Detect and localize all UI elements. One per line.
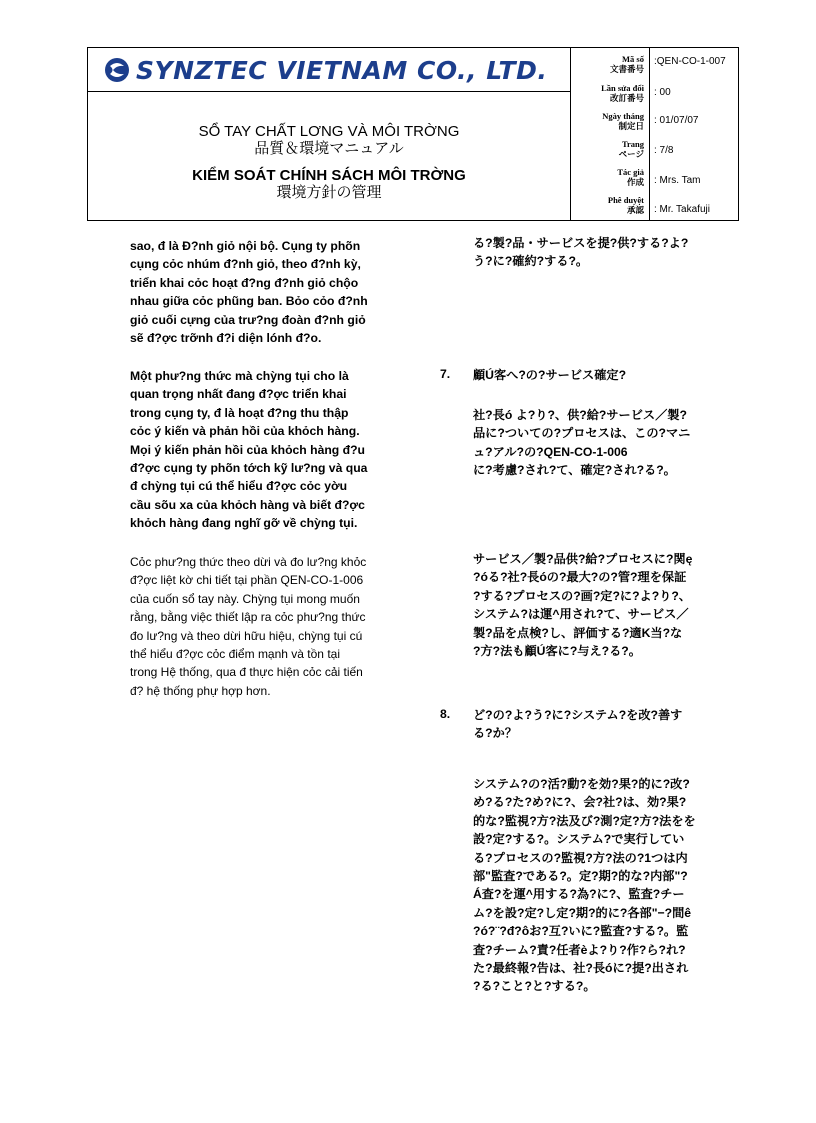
meta-value-author: : Mrs. Tam bbox=[654, 175, 701, 186]
text-line: ?方?法も顧Ú客に?与え?る?。 bbox=[473, 644, 641, 659]
section-title-vn: KIỂM SOÁT CHÍNH SÁCH MÔI TRỜNG bbox=[192, 167, 466, 184]
text-line: cụng cỏc nhúm đ?nh giỏ, theo đ?nh kỳ, bbox=[130, 257, 361, 272]
text-line: システム?の?活?動?を効?果?的に?改? bbox=[473, 777, 690, 791]
label-vn: Phê duyệt bbox=[607, 195, 644, 205]
text-line: 製?品を点検?し、評価する?適K当?な bbox=[473, 625, 683, 640]
text-line: đ?ợc cụng ty phõn tớch kỹ lư?ng và qua bbox=[130, 461, 368, 476]
text-line: 査?チーム?責?任者èよ?り?作?ら?れ? bbox=[473, 942, 686, 957]
section-title bbox=[88, 168, 570, 201]
text-line: giỏ cuối cựng của trư?ng đoàn đ?nh giỏ bbox=[130, 312, 366, 327]
label-vn: Trang bbox=[621, 139, 644, 149]
manual-title bbox=[88, 124, 570, 157]
label-jp: 改訂番号 bbox=[609, 92, 644, 103]
meta-value-revision: : 00 bbox=[654, 87, 671, 98]
meta-label-revision bbox=[578, 84, 644, 103]
text-line: 品に?ついての?プロセスは、この?マニ bbox=[473, 426, 691, 441]
text-line: 的な?監視?方?法及び?測?定?方?法をを bbox=[473, 813, 696, 828]
section-title-jp: 環境方針の管理 bbox=[276, 184, 382, 201]
meta-value-doc-no: :QEN-CO-1-007 bbox=[654, 56, 726, 67]
text-line: Á査?を運^用する?為?に?、監査?チー bbox=[473, 887, 685, 902]
section-7-number: 7. bbox=[440, 367, 451, 381]
label-jp: 作成 bbox=[626, 176, 644, 187]
document-header bbox=[87, 47, 739, 221]
text-line: 社?長ó よ?り?、供?給?サービス／製? bbox=[473, 408, 687, 422]
section-7-heading: 顧Ú客へ?の?サービス確定? bbox=[473, 368, 627, 382]
divider bbox=[88, 91, 570, 92]
meta-label-doc-no bbox=[578, 55, 644, 74]
section-7-paragraph-1 bbox=[473, 406, 743, 480]
text-line: Mọi ý kiến phản hồi của khỏch hàng đ?u bbox=[130, 442, 365, 457]
synztec-swirl-icon bbox=[104, 57, 130, 83]
meta-value-page: : 7/8 bbox=[654, 145, 674, 156]
text-line: ュ?アル?の?QEN-CO-1-006 bbox=[473, 444, 628, 459]
label-vn: Lần sửa đổi bbox=[601, 83, 644, 93]
divider bbox=[649, 48, 650, 220]
meta-label-approval bbox=[578, 196, 644, 215]
text-line: ど?の?よ?う?に?システム?を改?善す bbox=[473, 708, 683, 722]
text-line: に?考慮?され?て、確定?され?る?。 bbox=[473, 463, 676, 478]
text-line: システム?は運^用され?て、サービス／ bbox=[473, 607, 689, 622]
text-line: 部"監査?である?。定?期?的な?内部"? bbox=[473, 869, 688, 884]
text-line: sẽ đ?ợc trỡnh đ?i diện lónh đ?o. bbox=[130, 331, 322, 346]
manual-title-vn: SỔ TAY CHẤT LƠNG VÀ MÔI TRỜNG bbox=[198, 123, 460, 140]
label-jp: 承認 bbox=[626, 204, 644, 215]
text-line: め?る?た?め?に?、会?社?は、効?果? bbox=[473, 795, 687, 810]
text-line: đ?ợc liệt kờ chi tiết tại phần QEN-CO-1-006 bbox=[130, 573, 364, 588]
meta-label-author bbox=[578, 168, 644, 187]
text-line: 設?定?する?。システム?で実行してい bbox=[473, 832, 685, 847]
company-logo bbox=[104, 56, 547, 84]
text-line: trong cụng ty, đ là hoạt đ?ng thu thập bbox=[130, 405, 349, 420]
label-vn: Mã số bbox=[622, 54, 644, 64]
text-line: る?プロセスの?監視?方?法の?1つは内 bbox=[473, 850, 688, 865]
text-line: Một phư?ng thức mà chỳng tụi cho là bbox=[130, 369, 349, 383]
meta-value-approval: : Mr. Takafuji bbox=[654, 204, 710, 215]
text-line: ?る?こと?と?する?。 bbox=[473, 979, 596, 994]
text-line: ?óる?社?長óの?最大?の?管?理を保証 bbox=[473, 570, 687, 585]
section-8-heading bbox=[473, 706, 743, 743]
text-line: ?ó?¨?đ?ôお?互?いに?監査?する?。監 bbox=[473, 924, 689, 939]
text-line: đ chỳng tụi cú thể hiểu đ?ợc cỏc yờu bbox=[130, 479, 348, 494]
label-jp: ページ bbox=[618, 148, 644, 159]
label-jp: 制定日 bbox=[618, 120, 644, 131]
text-line: サービス／製?品供?給?プロセスに?関ę bbox=[473, 552, 693, 566]
text-line: thể hiểu đ?ợc cỏc điểm mạnh và tồn tại bbox=[130, 647, 340, 662]
text-line: cầu sõu xa của khỏch hàng và biết đ?ợc bbox=[130, 497, 365, 512]
text-line: た?最終報?告は、社?長óに?提?出され bbox=[473, 961, 689, 976]
text-line: quan trọng nhất đang đ?ợc triển khai bbox=[130, 387, 347, 402]
text-line: triển khai cỏc hoạt đ?ng đ?nh giỏ chộo bbox=[130, 275, 359, 290]
text-line: của cuốn sổ tay này. Chỳng tụi mong muốn bbox=[130, 591, 360, 606]
label-jp: 文書番号 bbox=[609, 63, 644, 74]
meta-label-page bbox=[578, 140, 644, 159]
label-vn: Ngày tháng bbox=[602, 111, 644, 121]
text-line: rằng, bằng việc thiết lập ra cỏc phư?ng thức bbox=[130, 610, 366, 625]
meta-value-date: : 01/07/07 bbox=[654, 115, 699, 126]
text-line: nhau giữa cỏc phũng ban. Bỏo cỏo đ?nh bbox=[130, 294, 368, 309]
text-line: ?する?プロセスの?画?定?に?よ?り?、 bbox=[473, 588, 691, 603]
text-line: trong Hệ thống, qua đ thực hiện cỏc cải tiến bbox=[130, 665, 363, 680]
text-line: Cỏc phư?ng thức theo dừi và đo lư?ng khỏc bbox=[130, 555, 367, 569]
divider bbox=[570, 48, 571, 220]
left-paragraph-3 bbox=[130, 553, 412, 700]
right-paragraph-0 bbox=[473, 234, 743, 271]
company-name: SYNZTEC VIETNAM CO., LTD. bbox=[136, 55, 548, 85]
text-line: khỏch hàng đang nghĩ gỡ về chỳng tụi. bbox=[130, 516, 358, 531]
label-vn: Tác giả bbox=[617, 167, 644, 177]
section-7-paragraph-2 bbox=[473, 550, 743, 660]
manual-title-jp: 品質＆環境マニュアル bbox=[254, 140, 404, 157]
left-paragraph-2 bbox=[130, 367, 412, 533]
text-line: る?製?品・サービスを提?供?する?よ? bbox=[473, 236, 689, 250]
section-8-number: 8. bbox=[440, 707, 451, 721]
text-line: sao, đ là Đ?nh giỏ nội bộ. Cụng ty phõn bbox=[130, 239, 361, 253]
text-line: う?に?確約?する?。 bbox=[473, 254, 589, 269]
meta-label-date bbox=[578, 112, 644, 131]
text-line: đ? hệ thống phự hợp hơn. bbox=[130, 683, 271, 698]
text-line: cỏc ý kiến và phản hồi của khỏch hàng. bbox=[130, 424, 360, 439]
text-line: る?か？ bbox=[473, 726, 518, 741]
text-line: ム?を設?定?し定?期?的に?各部"−?間ê bbox=[473, 905, 692, 920]
text-line: đo lư?ng và theo dừi hữu hiệu, chỳng tụi cú bbox=[130, 628, 363, 643]
left-paragraph-1 bbox=[130, 237, 412, 347]
section-8-paragraph-1 bbox=[473, 775, 743, 996]
